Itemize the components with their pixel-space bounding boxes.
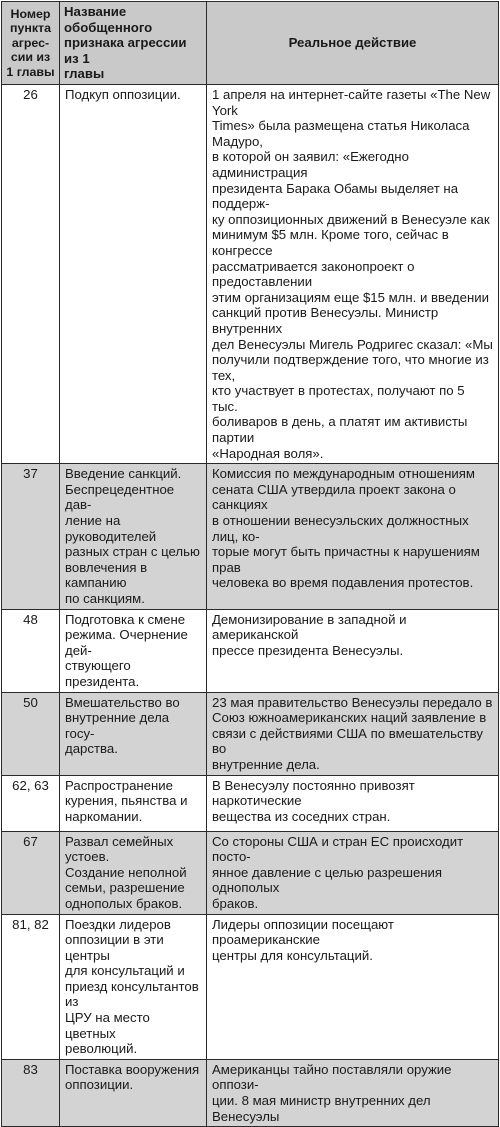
table-row: [2, 464, 499, 609]
row-action: 23 мая правительство Венесуэлы передало в Союз южноамериканских наций заявление в связи с действиями США по вмешательству во внутренние дела.: [207, 692, 499, 775]
row-sign: Поездки лидеров оппозиции в эти центры для консультаций и приезд консультантов из ЦРУ на место цветных революций.: [60, 914, 207, 1059]
row-action: 1 апреля на интернет-сайте газеты «The New York Times» была размещена статья Николаса Мадуро, в которой он заявил: «Ежегодно администрация президента Барака Обамы выделяет на поддерж- ку оппозиционных движений в Венесуэле как минимум $5 млн. Кроме того, сейчас в конгрессе рассматривается законопроект о предоставлении этим организациям еще $15 млн. и введении санкций против Венесуэлы. Министр внутренних дел Венесуэлы Мигель Родригес сказал: «Мы получили подтверждение того, что многие из тех, кто участвует в протестах, получают по 5 тыс. боливаров в день, а платят им активисты партии «Народная воля».: [207, 85, 499, 464]
row-number: 83: [2, 1059, 60, 1126]
row-number: 81, 82: [2, 914, 60, 1059]
row-action: В Венесуэлу постоянно привозят наркотические вещества из соседних стран.: [207, 775, 499, 831]
row-number: 67: [2, 831, 60, 914]
table-row: [2, 914, 499, 1059]
row-number: 26: [2, 85, 60, 464]
aggression-table: [1, 1, 499, 1127]
row-number: 50: [2, 692, 60, 775]
row-sign: Развал семейных устоев. Создание неполной семьи, разрешение однополых браков.: [60, 831, 207, 914]
row-action: Комиссия по международным отношениям сената США утвердила проект закона о санкциях в отношении венесуэльских должностных лиц, ко- торые могут быть причастны к нарушениям прав человека во время подавления протестов.: [207, 464, 499, 609]
row-sign: Введение санкций. Беспрецедентное дав- ление на руководителей разных стран с целью вовлечения в кампанию по санкциям.: [60, 464, 207, 609]
row-sign: Подкуп оппозиции.: [60, 85, 207, 464]
row-number: 37: [2, 464, 60, 609]
table-row: [2, 1059, 499, 1126]
row-sign: Поставка вооружения оппозиции.: [60, 1059, 207, 1126]
row-sign: Вмешательство во внутренние дела госу- дарства.: [60, 692, 207, 775]
row-sign: Подготовка к смене режима. Очернение дей- ствующего президента.: [60, 609, 207, 692]
table-row: [2, 831, 499, 914]
table-row: [2, 692, 499, 775]
row-action: Демонизирование в западной и американской прессе президента Венесуэлы.: [207, 609, 499, 692]
table-header-row: [2, 2, 499, 85]
header-real-action: Реальное действие: [207, 2, 499, 85]
row-sign: Распространение курения, пьянства и наркомании.: [60, 775, 207, 831]
row-number: 62, 63: [2, 775, 60, 831]
header-sign-name: Название обобщенного признака агрессии из 1 главы: [60, 2, 207, 85]
row-number: 48: [2, 609, 60, 692]
row-action: Лидеры оппозиции посещают проамериканские центры для консультаций.: [207, 914, 499, 1059]
row-action: Американцы тайно поставляли оружие оппози- ции. 8 мая министр внутренних дел Венесуэлы: [207, 1059, 499, 1126]
table-row: [2, 609, 499, 692]
table-row: [2, 85, 499, 464]
table-row: [2, 775, 499, 831]
row-action: Со стороны США и стран ЕС происходит посто- янное давление с целью разрешения однополых браков.: [207, 831, 499, 914]
header-item-number: Номер пункта агрес- сии из 1 главы: [2, 2, 60, 85]
